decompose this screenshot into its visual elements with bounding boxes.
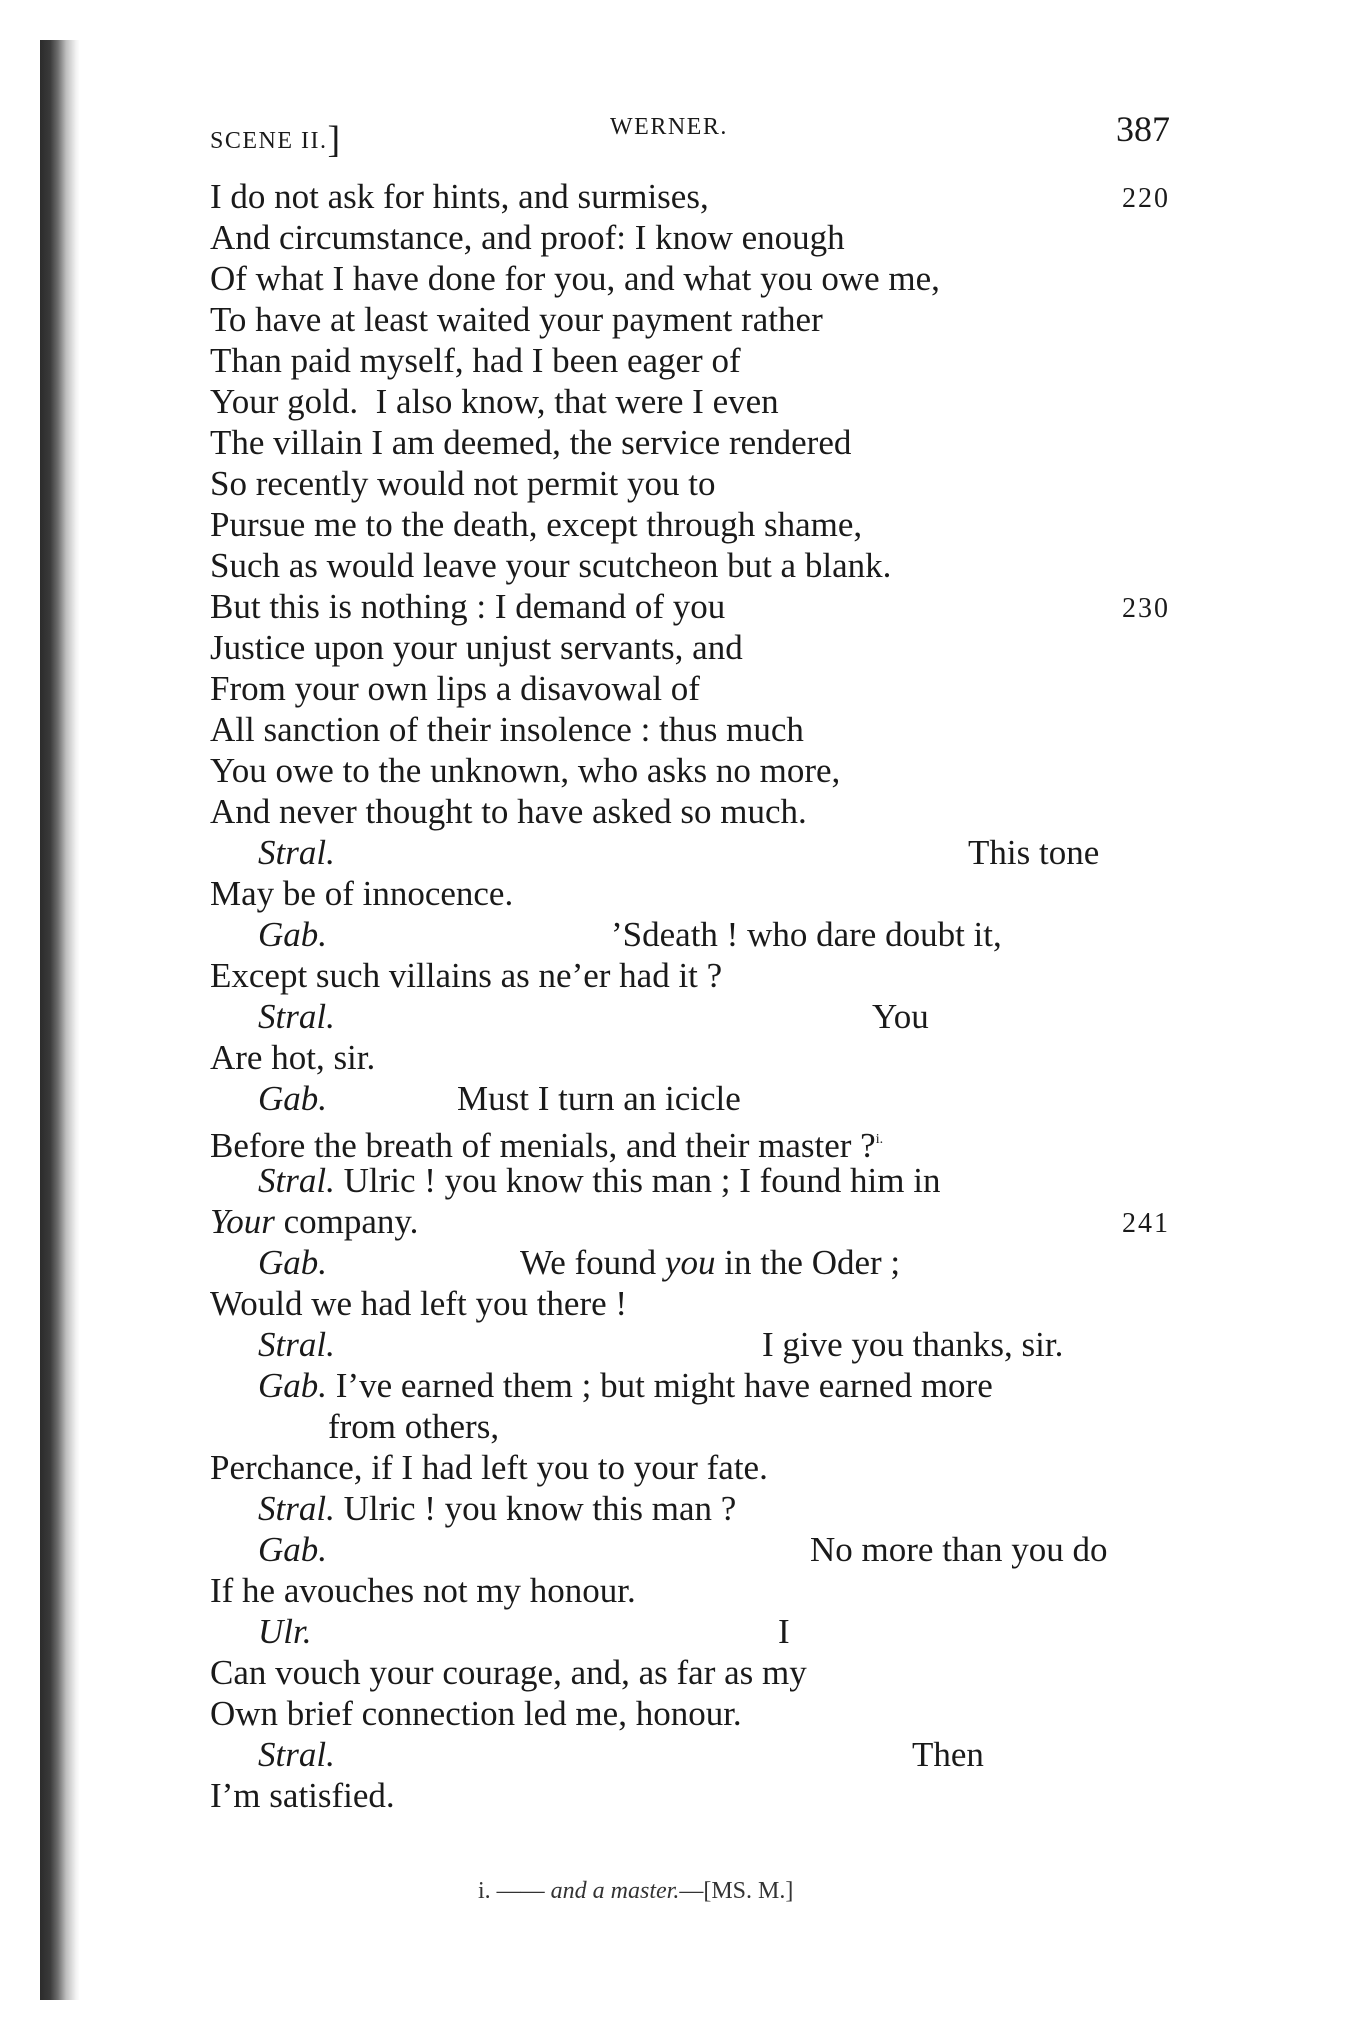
verse-line: The villain I am deemed, the service rendered <box>210 423 852 462</box>
line-number: 230 <box>1122 593 1170 624</box>
speaker-name: Gab. <box>258 1079 328 1118</box>
verse-line: Before the breath of menials, and their master ?$^{i.}$ <box>210 1126 884 1165</box>
speaker-name: Stral. <box>258 1489 335 1528</box>
speaker-name: Gab. <box>258 1366 328 1405</box>
footnote-dash: —— <box>496 1878 545 1904</box>
dialogue-line: Gab. We found you in the Oder ; <box>258 1243 901 1282</box>
dialogue-line: Stral. I give you thanks, sir. <box>258 1325 1064 1364</box>
verse-line: Justice upon your unjust servants, and <box>210 628 743 667</box>
verse-line: You owe to the unknown, who asks no more, <box>210 751 841 790</box>
footnote-reference: i. <box>875 1132 884 1147</box>
dialogue-line: Stral. Ulric ! you know this man ? <box>258 1489 737 1528</box>
verse-line: Own brief connection led me, honour. <box>210 1694 742 1733</box>
dialogue-line: Gab. No more than you do <box>258 1530 1108 1569</box>
speaker-name: Ulr. <box>258 1612 312 1651</box>
verse-line: Your gold. I also know, that were I even <box>210 382 779 421</box>
dialogue-line: Gab. Must I turn an icicle <box>258 1079 741 1118</box>
footnote <box>478 1878 793 1905</box>
verse-line: If he avouches not my honour. <box>210 1571 636 1610</box>
scene-label: SCENE II.] <box>210 119 341 161</box>
verse-line: Can vouch your courage, and, as far as my <box>210 1653 807 1692</box>
verse-text <box>210 176 1170 1816</box>
verse-line: Are hot, sir. <box>210 1038 376 1077</box>
dialogue-line: Gab. I’ve earned them ; but might have earned more <box>258 1366 993 1405</box>
page-gutter-shadow <box>40 40 80 2000</box>
verse-line: All sanction of their insolence : thus much <box>210 710 804 749</box>
verse-line: To have at least waited your payment rather <box>210 300 823 339</box>
footnote-text: and a master. <box>550 1878 680 1904</box>
page-number: 387 <box>1116 109 1170 149</box>
verse-line: From your own lips a disavowal of <box>210 669 700 708</box>
verse-line: And never thought to have asked so much. <box>210 792 807 831</box>
dialogue-line: Stral. You <box>258 997 929 1036</box>
verse-line: And circumstance, and proof: I know enough <box>210 218 845 257</box>
verse-line: Perchance, if I had left you to your fate. <box>210 1448 768 1487</box>
verse-line: May be of innocence. <box>210 874 514 913</box>
footnote-marker: i. <box>478 1878 491 1904</box>
verse-line: Pursue me to the death, except through shame, <box>210 505 863 544</box>
dialogue-line: Gab. ’Sdeath ! who dare doubt it, <box>258 915 1002 954</box>
speaker-name: Gab. <box>258 915 328 954</box>
speaker-name: Stral. <box>258 1735 335 1774</box>
footnote-source: —[MS. M.] <box>679 1878 794 1904</box>
verse-line: Your company. 241 <box>210 1201 1170 1242</box>
speaker-name: Gab. <box>258 1530 328 1569</box>
play-title: WERNER. <box>610 114 728 140</box>
speaker-name: Gab. <box>258 1243 328 1282</box>
speaker-name: Stral. <box>258 1325 335 1364</box>
line-number: 241 <box>1122 1208 1170 1239</box>
verse-line: But this is nothing : I demand of you 230 <box>210 586 1170 627</box>
verse-line: Would we had left you there ! <box>210 1284 628 1323</box>
verse-line: Except such villains as ne’er had it ? <box>210 956 723 995</box>
verse-line: I do not ask for hints, and surmises, 220 <box>210 176 1170 217</box>
verse-line: So recently would not permit you to <box>210 464 716 503</box>
verse-line-continuation: from others, <box>328 1407 500 1446</box>
verse-line: Such as would leave your scutcheon but a blank. <box>210 546 892 585</box>
dialogue-line: Stral. This tone <box>258 833 1100 872</box>
verse-line: Of what I have done for you, and what you owe me, <box>210 259 940 298</box>
dialogue-line: Stral. Ulric ! you know this man ; I found him in <box>258 1161 941 1200</box>
dialogue-line: Ulr. I <box>258 1612 790 1651</box>
verse-line: I’m satisfied. <box>210 1776 395 1815</box>
running-header <box>210 108 1170 161</box>
verse-line: Than paid myself, had I been eager of <box>210 341 741 380</box>
line-number: 220 <box>1122 183 1170 214</box>
speaker-name: Stral. <box>258 997 335 1036</box>
speaker-name: Stral. <box>258 1161 335 1200</box>
speaker-name: Stral. <box>258 833 335 872</box>
dialogue-line: Stral. Then <box>258 1735 984 1774</box>
